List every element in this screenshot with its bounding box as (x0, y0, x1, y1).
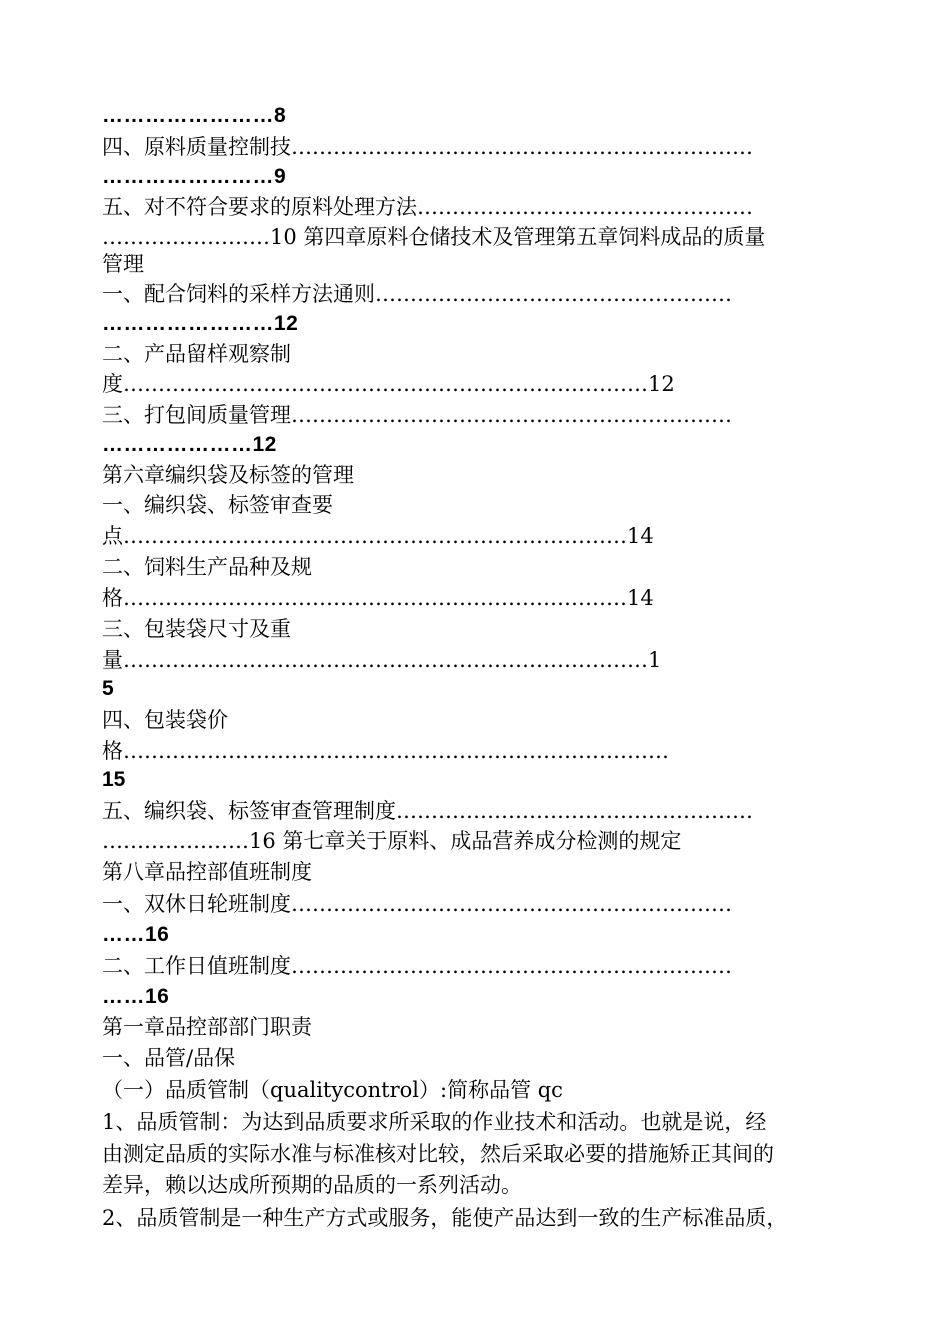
toc-line: 5 (102, 677, 114, 700)
toc-line: 格…………………………………………………………………… (102, 739, 669, 763)
toc-line: 五、对不符合要求的原料处理方法………………………………………… (102, 195, 753, 219)
toc-line: ……16 (102, 985, 170, 1008)
toc-line: ……………………9 (102, 165, 287, 188)
chapter-heading: 第一章品控部部门职责 (102, 1015, 312, 1039)
toc-line: 二、工作日值班制度……………………………………………………… (102, 954, 732, 978)
toc-line: …………………12 (102, 433, 277, 456)
toc-line: 二、产品留样观察制 (102, 342, 291, 366)
chapter-heading: 第八章品控部值班制度 (102, 860, 312, 884)
toc-line: 点………………………………………………………………14 (102, 524, 654, 548)
toc-line: 二、饲料生产品种及规 (102, 555, 312, 579)
body-paragraph-line: 1、品质管制：为达到品质要求所采取的作业技术和活动。也就是说，经 (102, 1110, 767, 1134)
chapter-heading: 第六章编织袋及标签的管理 (102, 463, 354, 487)
toc-line: 一、配合饲料的采样方法通则…………………………………………… (102, 282, 732, 306)
toc-line: 管理 (102, 252, 144, 276)
toc-line: 一、双休日轮班制度……………………………………………………… (102, 892, 732, 916)
toc-line: …………………16 第七章关于原料、成品营养成分检测的规定 (102, 829, 682, 853)
subsection-heading: （一）品质管制（qualitycontrol）:简称品管 qc (102, 1078, 563, 1102)
toc-line: 三、包装袋尺寸及重 (102, 617, 291, 641)
section-heading: 一、品管/品保 (102, 1046, 236, 1070)
toc-line: 四、原料质量控制技………………………………………………………… (102, 135, 753, 159)
toc-line: ……16 (102, 923, 170, 946)
toc-line: ……………………12 (102, 312, 299, 335)
toc-line: 三、打包间质量管理……………………………………………………… (102, 403, 732, 427)
toc-line: 15 (102, 768, 126, 791)
toc-line: 四、包装袋价 (102, 708, 228, 732)
toc-line: 度…………………………………………………………………12 (102, 372, 675, 396)
toc-line: 五、编织袋、标签审查管理制度…………………………………………… (102, 799, 753, 823)
toc-line: 格………………………………………………………………14 (102, 586, 654, 610)
body-paragraph-line: 由测定品质的实际水准与标准核对比较，然后采取必要的措施矫正其间的 (102, 1142, 774, 1166)
toc-line: ……………………8 (102, 104, 287, 127)
body-paragraph-line: 2、品质管制是一种生产方式或服务，能使产品达到一致的生产标准品质， (102, 1206, 788, 1230)
toc-line: 一、编织袋、标签审查要 (102, 493, 333, 517)
toc-line: ……………………10 第四章原料仓储技术及管理第五章饲料成品的质量 (102, 225, 766, 249)
body-paragraph-line: 差异，赖以达成所预期的品质的一系列活动。 (102, 1173, 522, 1197)
toc-line: 量…………………………………………………………………1 (102, 648, 662, 672)
